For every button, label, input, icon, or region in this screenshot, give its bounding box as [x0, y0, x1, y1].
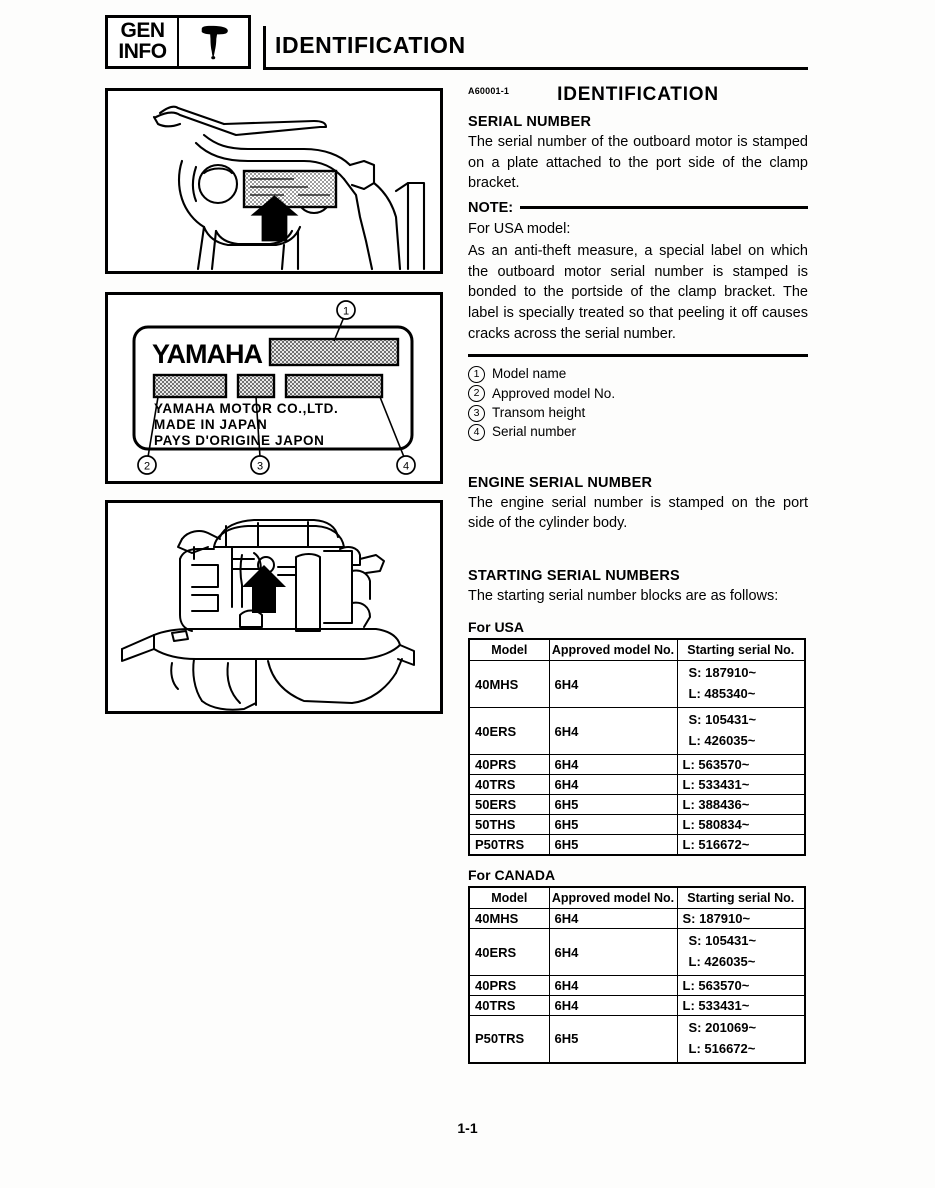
legend-item	[468, 385, 808, 403]
table-row	[469, 775, 805, 795]
serial-line: L: 485340~	[688, 686, 756, 702]
legend-divider	[468, 354, 808, 357]
cell-starting-serial-no	[677, 661, 805, 708]
cell-approved-model-no: 6H5	[549, 795, 677, 815]
content-column	[468, 84, 808, 1064]
cell-approved-model-no: 6H5	[549, 815, 677, 835]
yamaha-identification-label-illustration	[105, 292, 443, 484]
cell-model: 40PRS	[469, 755, 549, 775]
outboard-motor-engine-serial-illustration	[105, 500, 443, 714]
starting-serial-numbers-body: The starting serial number blocks are as follows:	[468, 587, 779, 604]
cell-model: 40PRS	[469, 976, 549, 996]
legend-item	[468, 423, 808, 441]
cell-model: P50TRS	[469, 1016, 549, 1063]
svg-text:PAYS D'ORIGINE JAPON: PAYS D'ORIGINE JAPON	[154, 433, 325, 448]
section-tab-line1: GEN	[120, 19, 165, 43]
callout-number: 3	[468, 405, 485, 422]
table-row	[469, 815, 805, 835]
serial-number-body: The serial number of the outboard motor is stamped on a plate attached to the port side of the clamp bracket.	[468, 134, 808, 192]
spacer	[468, 608, 808, 619]
spacer	[468, 536, 808, 568]
legend-item	[468, 365, 808, 383]
svg-text:YAMAHA: YAMAHA	[152, 339, 263, 369]
cell-starting-serial-no: L: 580834~	[677, 815, 805, 835]
usa-serial-number-table	[468, 638, 806, 856]
cell-approved-model-no: 6H4	[549, 755, 677, 775]
usa-table-caption: For USA	[468, 619, 524, 636]
svg-text:3: 3	[256, 460, 264, 473]
section-tab-line2: INFO	[118, 40, 167, 63]
cell-approved-model-no: 6H5	[549, 835, 677, 856]
note-body: As an anti-theft measure, a special label on which the outboard motor serial number is stamped is bonded to the portside of the clamp bracket. The label is specially treated so that peeling it off causes cracks across the serial number.	[468, 243, 808, 342]
cell-approved-model-no: 6H4	[549, 976, 677, 996]
spacer	[468, 856, 808, 867]
canada-table-caption: For CANADA	[468, 867, 556, 884]
cell-model: 40TRS	[469, 996, 549, 1016]
serial-number-heading: SERIAL NUMBER	[468, 114, 592, 130]
serial-line: L: 426035~	[688, 954, 756, 970]
page-title: IDENTIFICATION	[275, 32, 466, 58]
table-row	[469, 1016, 805, 1063]
column-header-approved: Approved model No.	[549, 639, 677, 661]
column-header-serial: Starting serial No.	[677, 639, 805, 661]
cell-model: 40ERS	[469, 708, 549, 755]
callout-legend	[468, 365, 808, 441]
cell-model: 50ERS	[469, 795, 549, 815]
serial-line: S: 187910~	[688, 665, 757, 681]
table-row	[469, 976, 805, 996]
cell-starting-serial-no: L: 563570~	[677, 976, 805, 996]
cell-starting-serial-no: L: 533431~	[677, 996, 805, 1016]
legend-item	[468, 404, 808, 422]
cell-starting-serial-no	[677, 1016, 805, 1063]
table-row	[469, 795, 805, 815]
callout-number: 4	[468, 424, 485, 441]
figure-reference-code: A60001-1	[468, 86, 510, 96]
column-header-approved: Approved model No.	[549, 887, 677, 909]
cell-starting-serial-no	[677, 929, 805, 976]
cell-approved-model-no: 6H4	[549, 661, 677, 708]
section-title: IDENTIFICATION	[557, 84, 719, 105]
header-divider	[263, 26, 266, 70]
engine-serial-number-heading: ENGINE SERIAL NUMBER	[468, 474, 653, 491]
svg-text:MADE IN JAPAN: MADE IN JAPAN	[154, 417, 268, 432]
engine-serial-number-body: The engine serial number is stamped on the port side of the cylinder body.	[468, 494, 808, 532]
table-header-row	[469, 887, 805, 909]
note-header	[468, 200, 808, 216]
spacer	[468, 443, 808, 475]
cell-starting-serial-no: L: 388436~	[677, 795, 805, 815]
cell-model: 40MHS	[469, 661, 549, 708]
svg-text:4: 4	[402, 460, 410, 473]
cell-approved-model-no: 6H4	[549, 775, 677, 795]
cell-approved-model-no: 6H4	[549, 708, 677, 755]
starting-serial-numbers-heading: STARTING SERIAL NUMBERS	[468, 567, 680, 584]
cell-model: 40ERS	[469, 929, 549, 976]
callout-number: 2	[468, 385, 485, 402]
table-row	[469, 996, 805, 1016]
table-row	[469, 929, 805, 976]
note-subject: For USA model:	[468, 220, 571, 237]
header-rule	[263, 67, 808, 70]
table-row	[469, 708, 805, 755]
table-row	[469, 661, 805, 708]
serial-line: L: 426035~	[688, 733, 756, 749]
serial-line: S: 201069~	[688, 1020, 757, 1035]
cell-model: 50THS	[469, 815, 549, 835]
canada-table-body	[469, 909, 805, 1063]
note-rule	[520, 206, 808, 209]
table-row	[469, 909, 805, 929]
serial-line: L: 516672~	[688, 1040, 756, 1056]
serial-line: S: 105431~	[688, 933, 757, 949]
section-tab-label	[108, 18, 179, 66]
table-row	[469, 755, 805, 775]
callout-label: Serial number	[492, 424, 577, 440]
note-label: NOTE:	[468, 199, 514, 216]
cell-model: 40TRS	[469, 775, 549, 795]
cell-approved-model-no: 6H4	[549, 909, 677, 929]
svg-text:1: 1	[342, 305, 350, 318]
cell-model: 40MHS	[469, 909, 549, 929]
callout-label: Model name	[492, 366, 567, 382]
cell-starting-serial-no: L: 533431~	[677, 775, 805, 795]
cell-starting-serial-no: L: 563570~	[677, 755, 805, 775]
cell-approved-model-no: 6H4	[549, 996, 677, 1016]
svg-text:2: 2	[143, 460, 151, 473]
cell-approved-model-no: 6H5	[549, 1016, 677, 1063]
callout-number: 1	[468, 366, 485, 383]
callout-label: Approved model No.	[492, 385, 616, 401]
svg-text:YAMAHA MOTOR CO.,LTD.: YAMAHA MOTOR CO.,LTD.	[154, 401, 339, 416]
column-header-model: Model	[469, 887, 549, 909]
cell-approved-model-no: 6H4	[549, 929, 677, 976]
clamp-bracket-serial-plate-illustration	[105, 88, 443, 274]
callout-label: Transom height	[492, 404, 586, 420]
outboard-motor-icon	[179, 18, 248, 66]
column-header-model: Model	[469, 639, 549, 661]
cell-starting-serial-no: L: 516672~	[677, 835, 805, 856]
cell-starting-serial-no	[677, 708, 805, 755]
serial-line: S: 105431~	[688, 712, 757, 728]
column-header-serial: Starting serial No.	[677, 887, 805, 909]
page-number: 1-1	[457, 1120, 478, 1136]
table-row	[469, 835, 805, 856]
cell-model: P50TRS	[469, 835, 549, 856]
table-header-row	[469, 639, 805, 661]
section-tab-gen-info	[105, 15, 251, 69]
cell-starting-serial-no: S: 187910~	[677, 909, 805, 929]
canada-serial-number-table	[468, 886, 806, 1064]
usa-table-body	[469, 661, 805, 855]
